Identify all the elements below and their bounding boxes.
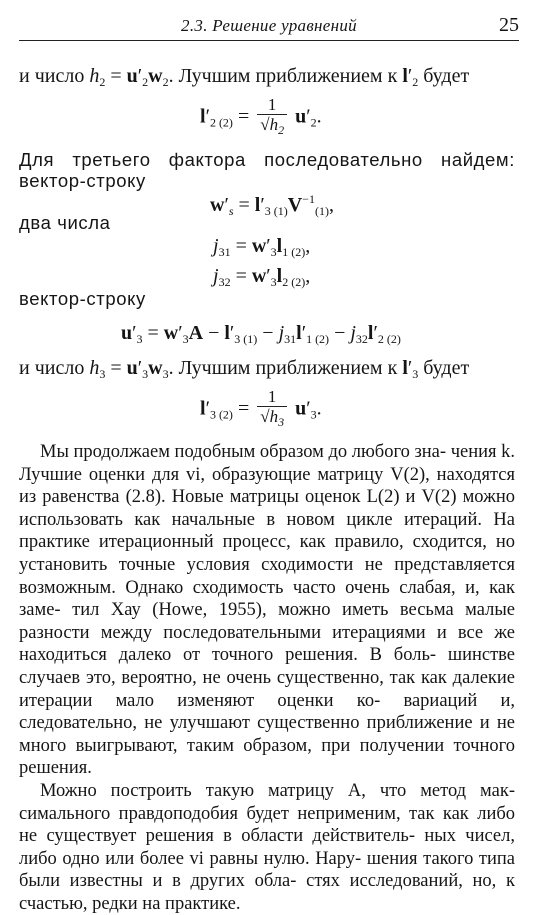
text-line: стях исследований, но, к счастью, редки на практике. [19,871,515,914]
text-line: процесс, как правило, сходится, но установить точные [19,532,516,575]
text-line: же находиться далеко от точного решения. В боль- [19,622,515,666]
text-line: при получении точного решения. [19,735,515,779]
text-line [19,358,469,380]
math-h3: $h_3 = u'_3w_3$ [89,357,169,381]
text-line: ных чисел, либо одно или более vi равны нулю. Нару- [19,826,516,869]
text-line: приближение и не много выигрывают, таким образом, [19,713,516,756]
text-line: либо не существует решения в области действитель- [19,803,516,847]
text-line: Для третьего фактора последовательно найдем: [19,149,515,170]
paragraph-matrix-a [19,780,515,915]
equation-l3-2: $l'_{3 (2)}$ = $\frac{1}{√h_3}$ $u'_3$. [200,388,322,432]
page-number: 25 [499,14,519,36]
text-line: Мы продолжаем подобным образом до любого зна- [40,442,447,462]
text-line: тил Хау (Howe, 1955), можно иметь весьма малые [72,600,516,621]
text-line: чения k. Лучшие оценки для vi, образующие матрицу [19,442,516,485]
running-header [19,8,519,41]
text-line: два числа [19,212,111,233]
text-line: вектор-строку [19,288,146,309]
math-l3: $l'_3$ [402,357,419,381]
body-text [19,441,515,915]
text-line: Однако сходимость часто очень слабая, и, как заме- [19,577,516,621]
text-line: так как далекие итерации мало изменяют оценки ко- [19,667,515,711]
text-line: оценок L(2) и V(2) можно использовать как начальные [19,487,515,530]
equation-j31: $j_{31} = w'_3l_{1 (2)}$, [213,235,311,259]
text-line: симального правдоподобия будет неприменим, так как [19,803,469,824]
text-line: вектор-строку [19,170,146,191]
text-line: шения такого типа были известны и в других обла- [19,848,516,892]
text-line [19,66,469,88]
equation-ws: $w'_s = l'_{3 (1)}V^{-1}_{(1)}$, [210,192,334,218]
text-line: условия сходимости не представляется возможным. [19,554,516,598]
text-line: в новом цикле итераций. На практике итерационный [19,509,515,553]
text-line: вариаций и, следовательно, не улучшают существенно [19,690,516,734]
equation-u3: $u'_3 = w'_3A - l'_{3 (1)} - j_{31}l'_{1 (2)} - j_{32}l'_{2 (2)}$ [121,322,401,346]
text-fragment: и число [19,65,85,87]
equation-j32: $j_{32} = w'_3l_{2 (2)}$, [213,265,311,289]
text-line: шинстве случаев это, вероятно, не очень существенно, [19,645,516,688]
text-fragment: и число [19,357,85,379]
text-fragment: . Лучшим приближением к [168,357,398,379]
text-fragment: . Лучшим приближением к [168,65,398,87]
section-title: 2.3. Решение уравнений [181,16,357,35]
math-l2: $l'_2$ [402,65,419,89]
equation-l2-2: $l'_{2 (2)}$ = $\frac{1}{√h_2}$ $u'_2$. [200,96,322,140]
math-h2: $h_2 = u'_2w_2$ [89,65,169,89]
text-line: разности между последовательными итерациями и все [19,622,484,643]
text-line: V(2), находятся из равенства (2.8). Новые матрицы [19,464,515,508]
text-fragment: будет [423,65,470,87]
paragraph-iterations [19,441,515,780]
text-line: Можно построить такую матрицу A, что метод мак- [40,780,515,801]
text-fragment: будет [423,357,470,379]
